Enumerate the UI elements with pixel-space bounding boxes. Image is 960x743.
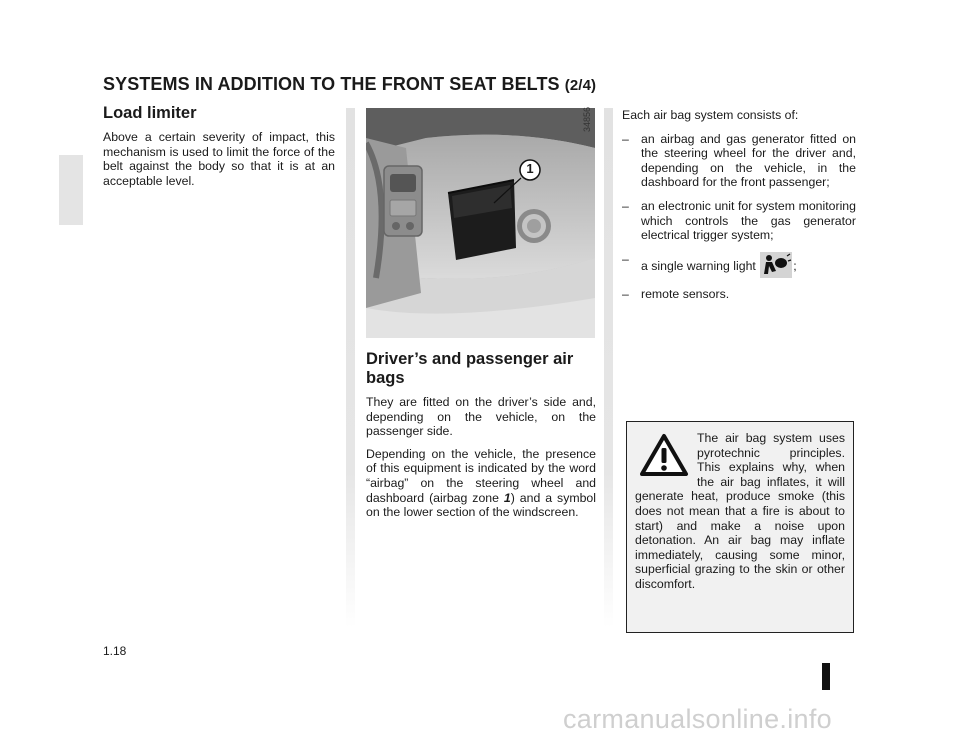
airbags-para-1: They are fitted on the driver’s side and, depending on the vehicle, on the passenger side.	[366, 395, 596, 439]
callout-1: 1	[526, 161, 534, 176]
dashboard-photo	[366, 108, 595, 338]
list-dash: –	[622, 286, 629, 301]
section-end-mark	[822, 663, 830, 690]
watermark: carmanualsonline.info	[563, 704, 832, 734]
page-counter: (2/4)	[564, 77, 597, 94]
chapter-tab	[59, 155, 83, 225]
list-item-text: a single warning light	[641, 258, 756, 273]
airbag-warning-light-icon	[760, 252, 792, 278]
column-divider-left	[346, 108, 355, 628]
photo-code: 34856	[582, 106, 592, 132]
list-item-text: an airbag and gas generator fitted on the steering wheel for the driver and, depending on the vehicle, in the dashboard for the front passenger;	[641, 131, 856, 190]
airbags-para-2-end: ) and a symbol on the lower section of the windscreen.	[366, 490, 596, 520]
system-intro: Each air bag system consists of:	[622, 108, 799, 122]
airbags-para-2	[366, 447, 596, 520]
warning-box	[626, 421, 854, 633]
load-limiter-section	[103, 104, 335, 188]
airbags-section	[366, 108, 596, 520]
airbag-system-section	[622, 108, 856, 310]
list-item-end: ;	[793, 258, 797, 273]
list-dash: –	[622, 131, 629, 146]
column-divider-right	[604, 108, 613, 628]
list-item	[622, 132, 856, 190]
warning-triangle-icon	[639, 433, 689, 477]
list-item	[622, 199, 856, 243]
list-item-text: an electronic unit for system monitoring which controls the gas generator electrical trigger system;	[641, 198, 856, 243]
page-number: 1.18	[103, 644, 127, 658]
airbags-heading: Driver’s and passenger air bags	[366, 350, 574, 387]
load-limiter-heading: Load limiter	[103, 104, 197, 122]
list-item	[622, 252, 856, 278]
airbags-para-2-start: Depending on the vehicle, the presence of this equipment is indicated by the word “airbag” on the steering wheel and dashboard (airbag zone	[366, 446, 596, 505]
warning-text: The air bag system uses pyrotechnic principles. This explains why, when the air bag inflates, it will generate heat, produce smoke (this does not mean that a fire is about to start) and make a noise upon detonation. An air bag may inflate immediately, causing some minor, superficial grazing to the skin or other discomfort.	[635, 431, 845, 591]
list-dash: –	[622, 198, 629, 213]
page-title-text: SYSTEMS IN ADDITION TO THE FRONT SEAT BELTS	[103, 74, 560, 94]
load-limiter-text: Above a certain severity of impact, this mechanism is used to limit the force of the belt against the body so that it is at an acceptable level.	[103, 130, 335, 188]
list-item-text: remote sensors.	[641, 286, 730, 301]
list-dash: –	[622, 251, 629, 266]
airbag-zone-ref: 1	[503, 490, 511, 505]
dashboard-illustration	[366, 108, 595, 338]
page-title	[103, 74, 596, 95]
system-components-list	[622, 132, 856, 302]
list-item	[622, 287, 856, 302]
